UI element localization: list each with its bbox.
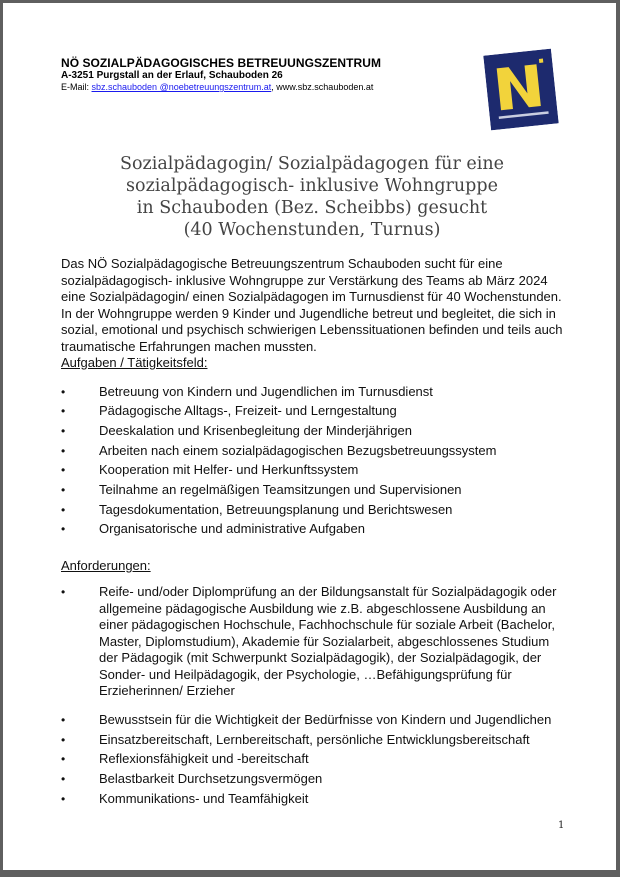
bullet-icon: • [61,443,66,458]
bullet-icon: • [61,791,66,806]
title-line: sozialpädagogisch- inklusive Wohngruppe [126,176,498,196]
bullet-icon: • [61,502,66,517]
bullet-icon: • [61,752,66,767]
title-line: Sozialpädagogin/ Sozialpädagogen für eine [120,154,504,174]
list-item: • Belastbarkeit Durchsetzungsvermögen [61,770,323,786]
list-item: • Reflexionsfähigkeit und -bereitschaft [61,751,309,767]
bullet-icon: • [61,404,66,419]
intro-paragraph: Das NÖ Sozialpädagogische Betreuungszentrum Schauboden sucht für eine sozialpädagogisch- inklusive Wohngruppe zur Verstärkung des Teams ab März 2024 eine Sozialpädagogin/ einen Sozialpädagogen im Turnusdienst für 40 Wochenstunden. In der Wohngruppe werden 9 Kinder und Jugendliche betreut und begleitet, die sich in sozial, emotional und psychisch schwierigen Lebenssituationen befinden und teils auch traumatische Erfahrungen machen mussten. [61,256,563,354]
bullet-icon: • [61,732,66,747]
job-title [63,153,561,241]
list-item: • Tagesdokumentation, Betreuungsplanung und Berichtswesen [61,501,453,517]
list-item: • Bewusstsein für die Wichtigkeit der Bedürfnisse von Kindern und Jugendlichen [61,711,552,727]
noe-logo-icon [483,49,558,131]
bullet-icon: • [61,712,66,727]
page-number: 1 [558,820,565,831]
letterhead [61,56,381,93]
email-label: E-Mail: [61,82,92,92]
bullet-icon: • [61,585,66,600]
contact-separator: , [271,82,277,92]
org-name: NÖ SOZIALPÄDAGOGISCHES BETREUUNGSZENTRUM [61,56,382,70]
bullet-icon: • [61,771,66,786]
title-line: in Schauboden (Bez. Scheibbs) gesucht [136,198,488,218]
bullet-icon: • [61,522,66,537]
email-link[interactable]: sbz.schauboden @noebetreuungszentrum.at [91,82,272,92]
list-item: • Pädagogische Alltags-, Freizeit- und Lerngestaltung [61,403,397,419]
requirements-heading: Anforderungen: [61,557,151,573]
list-item: • Einsatzbereitschaft, Lernbereitschaft, persönliche Entwicklungsbereitschaft [61,731,530,747]
requirements-list [61,584,571,807]
list-item: • Kommunikations- und Teamfähigkeit [61,790,309,806]
list-item: • Betreuung von Kindern und Jugendlichen im Turnusdienst [61,383,433,399]
list-item: • Arbeiten nach einem sozialpädagogischen Bezugsbetreuungssystem [61,442,497,458]
list-item: • Reife- und/oder Diplomprüfung an der Bildungsanstalt für Sozialpädagogik oder allgemeine pädagogische Ausbildung wie z.B. abgeschlossene Ausbildung an einer pädagogischen Hochschule, Fachhochschule für soziale Arbeit (Bachelor, Master, Diplomstudium), Akademie für Sozialarbeit, abgeschlossenes Studium der Pädagogik (mit Schwerpunkt Sozialpädagogik), der Sozialpädagogik, der Sonder- und Heilpädagogik, der Psychologie, …Befähigungsprüfung für Erzieherinnen/ Erzieher [61,584,557,699]
bullet-icon: • [61,463,66,478]
bullet-icon: • [61,423,66,438]
list-item: • Organisatorische und administrative Aufgaben [61,521,365,537]
title-line: (40 Wochenstunden, Turnus) [183,220,441,240]
list-item: • Deeskalation und Krisenbegleitung der Minderjährigen [61,422,412,438]
bullet-icon: • [61,384,66,399]
tasks-list [61,384,571,538]
document-page [3,3,616,870]
website-text: www.sbz.schauboden.at [276,82,374,92]
org-contact [61,82,381,93]
list-item: • Kooperation mit Helfer- und Herkunftssystem [61,462,359,478]
document-body [61,256,571,810]
tasks-heading: Aufgaben / Tätigkeitsfeld: [61,355,208,370]
bullet-icon: • [61,482,66,497]
list-item: • Teilnahme an regelmäßigen Teamsitzungen und Supervisionen [61,481,462,497]
org-address: A-3251 Purgstall an der Erlauf, Schauboden 26 [61,70,283,81]
